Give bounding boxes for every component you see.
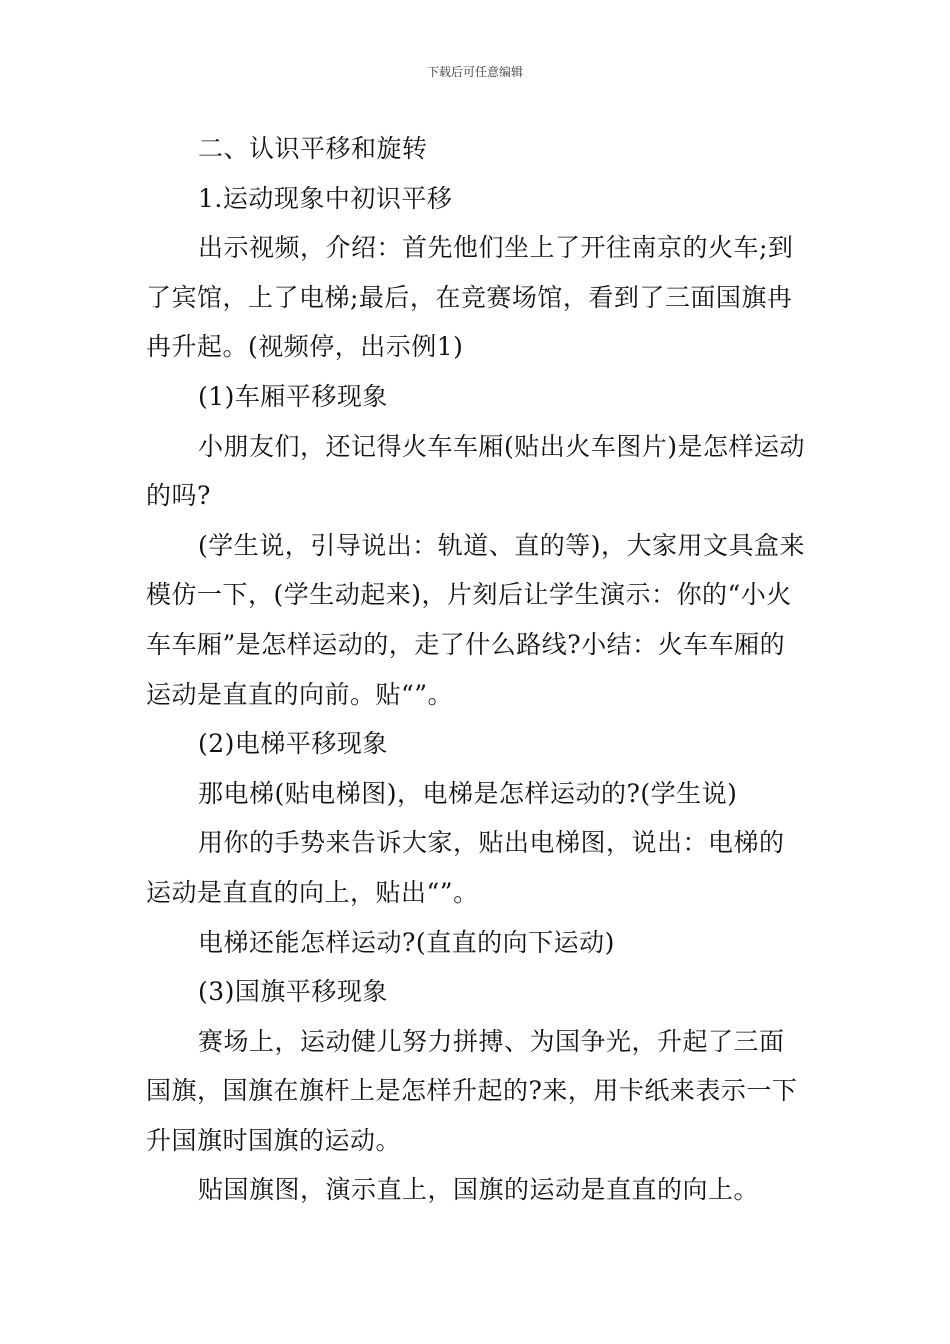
paragraph: 电梯还能怎样运动?(直直的向下运动)	[198, 927, 615, 957]
document-body	[146, 124, 808, 1215]
paragraph: (学生说，引导说出：轨道、直的等)，大家用文具盒来模仿一下，(学生动起来)，片刻后让学生演示：你的“小火车车厢”是怎样运动的，走了什么路线?小结：火车车厢的运动是直直的向前。贴“”。	[146, 530, 806, 709]
subsection-heading: 1.运动现象中初识平移	[198, 183, 453, 213]
paragraph: 用你的手势来告诉大家，贴出电梯图，说出：电梯的运动是直直的向上，贴出“”。	[146, 828, 785, 907]
section-heading: 二、认识平移和旋转	[198, 134, 428, 163]
paragraph: 贴国旗图，演示直上，国旗的运动是直直的向上。	[198, 1175, 760, 1205]
paragraph: 赛场上，运动健儿努力拼搏、为国争光，升起了三面国旗，国旗在旗杆上是怎样升起的?来，用卡纸来表示一下升国旗时国旗的运动。	[146, 1026, 798, 1155]
item-heading: (1)车厢平移现象	[198, 381, 388, 411]
item-heading: (3)国旗平移现象	[198, 977, 388, 1007]
item-heading: (2)电梯平移现象	[198, 729, 388, 759]
paragraph: 出示视频，介绍：首先他们坐上了开往南京的火车;到了宾馆，上了电梯;最后，在竞赛场馆，看到了三面国旗冉冉升起。(视频停，出示例1)	[146, 233, 794, 362]
paragraph: 那电梯(贴电梯图)，电梯是怎样运动的?(学生说)	[198, 778, 738, 808]
paragraph: 小朋友们，还记得火车车厢(贴出火车图片)是怎样运动的吗?	[146, 431, 806, 511]
page-header: 下载后可任意编辑	[426, 65, 523, 79]
